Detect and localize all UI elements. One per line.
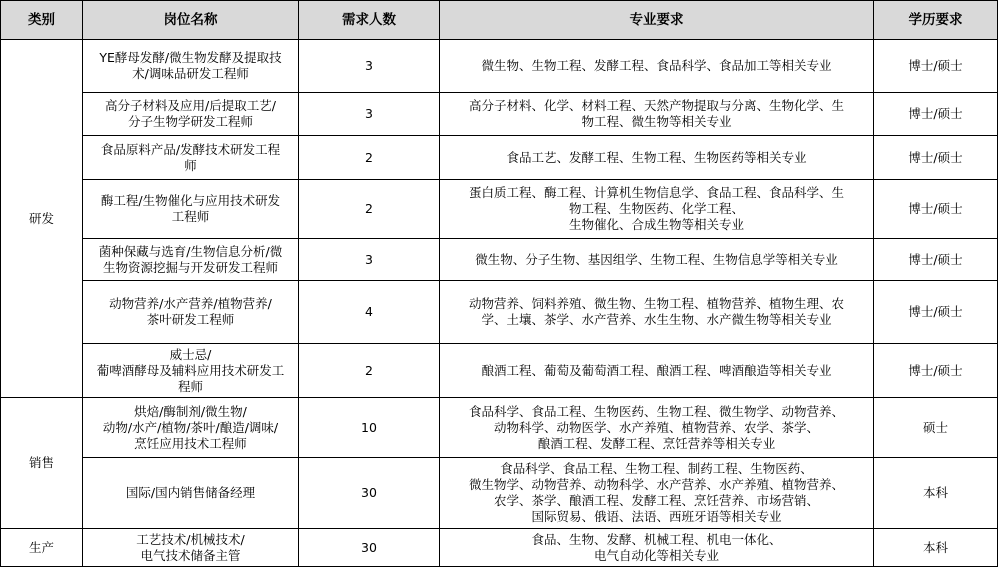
position-title: YE酵母发酵/微生物发酵及提取技 术/调味品研发工程师	[83, 40, 299, 93]
headcount: 3	[299, 239, 440, 281]
position-title: 国际/国内销售储备经理	[83, 458, 299, 529]
major-requirement: 动物营养、饲料养殖、微生物、生物工程、植物营养、植物生理、农 学、土壤、茶学、水产营养、水生生物、水产微生物等相关专业	[440, 281, 874, 344]
headcount: 10	[299, 398, 440, 458]
header-category: 类别	[1, 1, 83, 40]
major-requirement: 高分子材料、化学、材料工程、天然产物提取与分离、生物化学、生 物工程、微生物等相关专业	[440, 93, 874, 136]
degree-requirement: 博士/硕士	[874, 40, 998, 93]
category-production: 生产	[1, 529, 83, 567]
headcount: 2	[299, 180, 440, 239]
table-row	[1, 458, 998, 529]
degree-requirement: 博士/硕士	[874, 281, 998, 344]
position-title: 菌种保藏与选育/生物信息分析/微 生物资源挖掘与开发研发工程师	[83, 239, 299, 281]
major-requirement: 微生物、生物工程、发酵工程、食品科学、食品加工等相关专业	[440, 40, 874, 93]
degree-requirement: 硕士	[874, 398, 998, 458]
major-requirement: 食品、生物、发酵、机械工程、机电一体化、 电气自动化等相关专业	[440, 529, 874, 567]
major-requirement: 食品科学、食品工程、生物工程、制药工程、生物医药、 微生物学、动物营养、动物科学、水产营养、水产养殖、植物营养、 农学、茶学、酿酒工程、发酵工程、烹饪营养、市场营销、 国际贸易、俄语、法语、西班牙语等相关专业	[440, 458, 874, 529]
headcount: 30	[299, 529, 440, 567]
header-row	[1, 1, 998, 40]
table-row	[1, 40, 998, 93]
major-requirement: 食品科学、食品工程、生物医药、生物工程、微生物学、动物营养、 动物科学、动物医学、水产养殖、植物营养、农学、茶学、 酿酒工程、发酵工程、烹饪营养等相关专业	[440, 398, 874, 458]
category-sales: 销售	[1, 398, 83, 529]
category-rd: 研发	[1, 40, 83, 398]
degree-requirement: 博士/硕士	[874, 239, 998, 281]
table-row	[1, 93, 998, 136]
degree-requirement: 博士/硕士	[874, 344, 998, 398]
major-requirement: 食品工艺、发酵工程、生物工程、生物医药等相关专业	[440, 136, 874, 180]
major-requirement: 蛋白质工程、酶工程、计算机生物信息学、食品工程、食品科学、生 物工程、生物医药、化学工程、 生物催化、合成生物等相关专业	[440, 180, 874, 239]
headcount: 30	[299, 458, 440, 529]
header-degree: 学历要求	[874, 1, 998, 40]
position-title: 动物营养/水产营养/植物营养/ 茶叶研发工程师	[83, 281, 299, 344]
degree-requirement: 博士/硕士	[874, 136, 998, 180]
headcount: 3	[299, 93, 440, 136]
table-row	[1, 136, 998, 180]
position-title: 烘焙/酶制剂/微生物/ 动物/水产/植物/茶叶/酿造/调味/ 烹饪应用技术工程师	[83, 398, 299, 458]
header-count: 需求人数	[299, 1, 440, 40]
major-requirement: 酿酒工程、葡萄及葡萄酒工程、酿酒工程、啤酒酿造等相关专业	[440, 344, 874, 398]
table-row	[1, 344, 998, 398]
position-title: 高分子材料及应用/后提取工艺/ 分子生物学研发工程师	[83, 93, 299, 136]
header-position: 岗位名称	[83, 1, 299, 40]
header-major: 专业要求	[440, 1, 874, 40]
table-row	[1, 180, 998, 239]
table-row	[1, 398, 998, 458]
degree-requirement: 本科	[874, 458, 998, 529]
degree-requirement: 本科	[874, 529, 998, 567]
table-row	[1, 281, 998, 344]
table-row	[1, 529, 998, 567]
position-title: 食品原料产品/发酵技术研发工程 师	[83, 136, 299, 180]
major-requirement: 微生物、分子生物、基因组学、生物工程、生物信息学等相关专业	[440, 239, 874, 281]
headcount: 4	[299, 281, 440, 344]
position-title: 威士忌/ 葡啤酒酵母及辅料应用技术研发工 程师	[83, 344, 299, 398]
headcount: 2	[299, 344, 440, 398]
headcount: 3	[299, 40, 440, 93]
headcount: 2	[299, 136, 440, 180]
position-title: 酶工程/生物催化与应用技术研发 工程师	[83, 180, 299, 239]
table-row	[1, 239, 998, 281]
position-title: 工艺技术/机械技术/ 电气技术储备主管	[83, 529, 299, 567]
degree-requirement: 博士/硕士	[874, 93, 998, 136]
degree-requirement: 博士/硕士	[874, 180, 998, 239]
